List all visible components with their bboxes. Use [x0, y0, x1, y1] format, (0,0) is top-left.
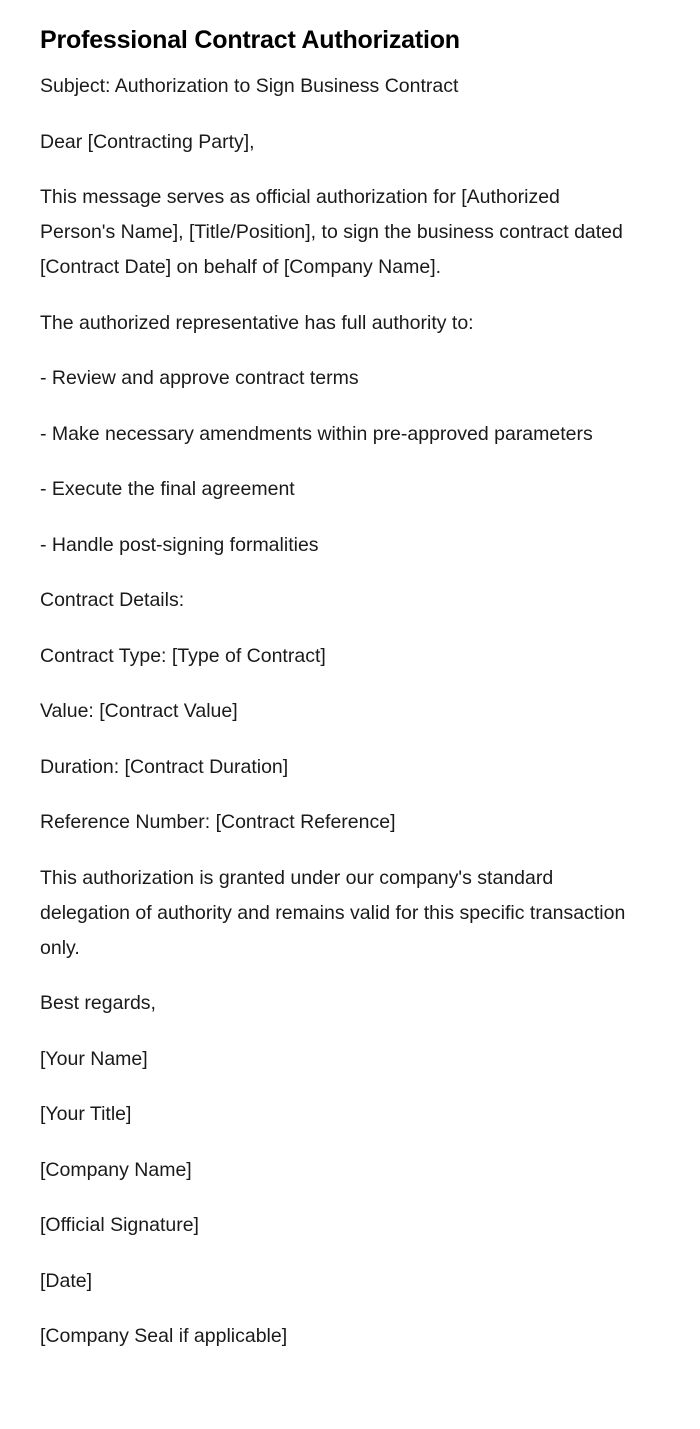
signature-your-name: [Your Name]: [40, 1047, 148, 1070]
signature-official-signature: [Official Signature]: [40, 1214, 199, 1236]
detail-duration: Duration: [Contract Duration]: [40, 755, 289, 778]
sign-off: Best regards,: [40, 992, 156, 1014]
salutation: Dear [Contracting Party],: [40, 130, 255, 153]
details-heading: Contract Details:: [40, 589, 185, 611]
signature-your-title: [Your Title]: [40, 1103, 132, 1125]
detail-contract-type: Contract Type: [Type of Contract]: [40, 644, 326, 667]
signature-company-seal: [Company Seal if applicable]: [40, 1325, 288, 1347]
signature-date: [Date]: [40, 1269, 93, 1292]
detail-reference-number: Reference Number: [Contract Reference]: [40, 811, 396, 833]
authority-item: - Review and approve contract terms: [40, 367, 359, 389]
closing-statement: This authorization is granted under our company's standard delegation of authority and remains valid for this specific transaction only.: [40, 866, 626, 959]
intro-paragraph: This message serves as official authorization for [Authorized Person's Name], [Title/Position], to sign the business contract dated [Contract Date] on behalf of [Company Name].: [40, 186, 623, 278]
authority-item: - Handle post-signing formalities: [40, 533, 319, 556]
detail-value: Value: [Contract Value]: [40, 700, 238, 722]
authority-intro: The authorized representative has full authority to:: [40, 311, 474, 334]
subject-line: Subject: Authorization to Sign Business Contract: [40, 75, 459, 97]
document: [40, 22, 640, 1375]
authority-item: - Execute the final agreement: [40, 478, 295, 500]
document-title: Professional Contract Authorization: [40, 26, 460, 54]
authority-item: - Make necessary amendments within pre-approved parameters: [40, 422, 593, 445]
signature-company-name: [Company Name]: [40, 1158, 192, 1181]
